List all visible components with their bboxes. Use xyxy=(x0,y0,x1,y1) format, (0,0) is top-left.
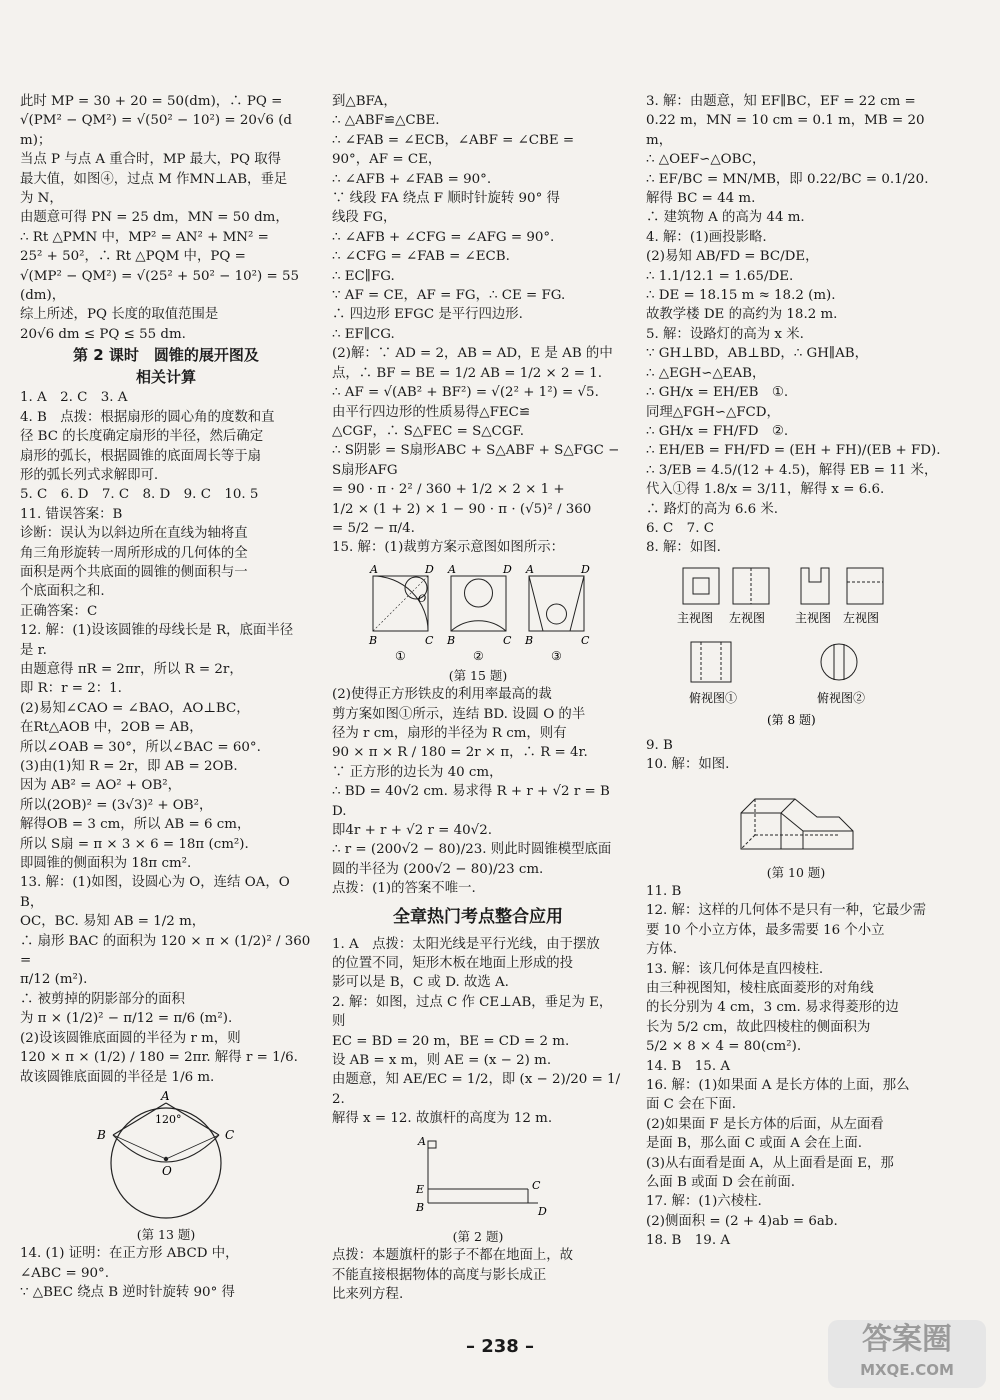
fig15-num-1: ① xyxy=(395,648,406,662)
lesson-heading-1: 第 2 课时 圆锥的展开图及 xyxy=(73,346,259,365)
text-line: 13. 解：该几何体是直四棱柱. xyxy=(646,961,824,977)
text-line: △CGF，∴ S△FEC = S△CGF. xyxy=(332,423,524,439)
text-line: 圆的半径为 (200√2 − 80)/23 cm. xyxy=(332,861,544,877)
lesson-heading-2: 相关计算 xyxy=(135,368,196,387)
text-line: ∵ AF = CE，AF = FG，∴ CE = FG. xyxy=(332,288,566,304)
fig13-label-angle: 120° xyxy=(155,1112,182,1126)
fig15-label-d2: D xyxy=(503,562,512,576)
text-line: 由题意，知 AE/EC = 1/2，即 (x − 2)/20 = 1/2. xyxy=(332,1072,621,1107)
text-line: ∴ EH/EB = FH/FD = (EH + FH)/(EB + FD). xyxy=(646,443,941,459)
text-line: 比来列方程. xyxy=(332,1286,404,1302)
text-line: π/12 (m²). xyxy=(20,972,88,988)
fig15-label-a2: A xyxy=(448,562,456,576)
text-line: ∠ABC = 90°. xyxy=(20,1265,109,1281)
text-line: ∴ 扇形 BAC 的面积为 120 × π × (1/2)² / 360 = xyxy=(20,933,315,969)
text-line: 12. 解：这样的几何体不是只有一种，它最少需 xyxy=(646,903,926,919)
text-line: 的位置不同，矩形木板在地面上形成的投 xyxy=(332,956,574,972)
text-line: ∴ DE = 18.15 m ≈ 18.2 (m). xyxy=(646,288,836,304)
text-line: 方体. xyxy=(646,942,678,958)
text-line: ∵ 线段 FA 绕点 F 顺时针旋转 90° 得 xyxy=(332,191,560,207)
fig2-label-e: E xyxy=(416,1182,425,1196)
col3-lines-a xyxy=(646,92,946,558)
watermark-title: 答案圈 xyxy=(862,1322,952,1357)
text-line: (2)设该圆锥底面圆的半径为 r m，则 xyxy=(20,1030,241,1046)
text-line: (2)易知 AB/FD = BC/DE， xyxy=(646,249,819,265)
text-line: √(PM² − QM²) = √(50² − 10²) = 20√6 (dm)； xyxy=(20,113,292,148)
text-line: ∴ GH/x = FH/FD ②. xyxy=(646,423,789,439)
text-line: (2)解：∵ AD = 2，AB = AD，E 是 AB 的中 xyxy=(332,346,613,362)
text-line: ∴ △OEF∽△OBC， xyxy=(646,152,766,168)
fig8-label-side-1: 左视图 xyxy=(729,610,766,625)
text-line: 面 C 会在下面. xyxy=(646,1097,736,1113)
text-line: ∴ ∠FAB = ∠ECB，∠ABF = ∠CBE = xyxy=(332,132,575,148)
text-line: ∴ Rt △PMN 中，MP² = AN² + MN² = xyxy=(20,229,269,245)
text-line: 解得OB = 3 cm，所以 AB = 6 cm， xyxy=(20,817,251,833)
fig15-label-a1: A xyxy=(370,562,378,576)
fig15-label-c1: C xyxy=(425,633,434,647)
text-line: 形的弧长列式求解即可. xyxy=(20,467,159,483)
watermark-logo xyxy=(828,1320,986,1388)
chapter-review-heading: 全章热门考点整合应用 xyxy=(393,906,563,927)
text-line: (2)易知∠CAO = ∠BAO，AO⊥BC， xyxy=(20,700,250,716)
text-line: ∵ △BEC 绕点 B 逆时针旋转 90° 得 xyxy=(20,1285,235,1301)
col2-lines-c xyxy=(332,935,624,1129)
text-line: ∴ AF = √(AB² + BF²) = √(2² + 1²) = √5. xyxy=(332,385,599,401)
fig8-label-front-2: 主视图 xyxy=(795,610,832,625)
text-line: ∴ ∠AFB + ∠CFG = ∠AFG = 90°. xyxy=(332,229,555,245)
text-line: 4. 解：(1)画投影略. xyxy=(646,229,767,245)
text-line: = 5/2 − π/4. xyxy=(332,520,415,536)
col2-lines-b xyxy=(332,685,624,898)
text-line: 此时 MP = 30 + 20 = 50(dm)，∴ PQ = xyxy=(20,94,283,109)
text-line: ∴ r = (200√2 − 80)/23. 则此时圆锥模型底面 xyxy=(332,842,612,858)
fig15-label-a3: A xyxy=(526,562,534,576)
text-line: 2. 解：如图，过点 C 作 CE⊥AB，垂足为 E，则 xyxy=(332,994,613,1030)
text-line: 因为 AB² = AO² + OB²， xyxy=(20,778,181,794)
fig2-label-a: A xyxy=(418,1134,426,1148)
fig13-label-o: O xyxy=(162,1163,172,1178)
watermark-site: MXQE.COM xyxy=(860,1361,954,1379)
text-line: 影可以是 B，C 或 D. 故选 A. xyxy=(332,975,509,991)
fig15-num-2: ② xyxy=(473,648,484,662)
text-line: 是 r. xyxy=(20,642,47,658)
fig15-label-c2: C xyxy=(503,633,512,647)
text-line: 3. 解：由题意，知 EF∥BC，EF = 22 cm = xyxy=(646,94,916,109)
text-line: 到△BFA， xyxy=(332,94,397,109)
text-line: 5. 解：设路灯的高为 x 米. xyxy=(646,326,804,342)
text-line: 5/2 × 8 × 4 = 80(cm²). xyxy=(646,1039,802,1055)
text-line: 要 10 个小立方体，最多需要 16 个小立 xyxy=(646,922,885,938)
text-line: 不能直接根据物体的高度与影长成正 xyxy=(332,1267,547,1283)
text-line: 由题意得 πR = 2πr，所以 R = 2r， xyxy=(20,661,243,677)
figure-13-caption: (第 13 题) xyxy=(136,1226,196,1242)
fig8-label-side-2: 左视图 xyxy=(843,610,880,625)
text-line: 设 AB = x m，则 AE = (x − 2) m. xyxy=(332,1053,552,1069)
figure-2-caption: (第 2 题) xyxy=(452,1228,504,1244)
text-line: 点，∴ BF = BE = 1/2 AB = 1/2 × 2 = 1. xyxy=(332,365,603,381)
text-line: EC = BD = 20 m，BE = CD = 2 m. xyxy=(332,1033,570,1049)
text-line: 20√6 dm ≤ PQ ≤ 55 dm. xyxy=(20,326,186,342)
text-line: 为 π × (1/2)² − π/12 = π/6 (m²). xyxy=(20,1011,233,1027)
text-line: 扇形的弧长，根据圆锥的底面周长等于扇 xyxy=(20,448,262,464)
text-line: OC，BC. 易知 AB = 1/2 m， xyxy=(20,914,206,930)
text-line: 即 R：r = 2：1. xyxy=(20,681,122,697)
fig2-label-c: C xyxy=(532,1178,541,1192)
figure-10-solid xyxy=(721,779,871,859)
fig15-label-b1: B xyxy=(369,633,378,647)
text-line: ∴ EF/BC = MN/MB，即 0.22/BC = 0.1/20. xyxy=(646,171,929,187)
text-line: ∴ 路灯的高为 6.6 米. xyxy=(646,501,779,517)
text-line: ∴ 被剪掉的阴影部分的面积 xyxy=(20,991,185,1007)
text-line: 14. (1) 证明：在正方形 ABCD 中， xyxy=(20,1246,239,1262)
text-line: 角三角形旋转一周所形成的几何体的全 xyxy=(20,545,248,561)
col2-lines-a xyxy=(332,92,624,558)
text-line: 个底面积之和. xyxy=(20,584,105,600)
text-line: 解得 x = 12. 故旗杆的高度为 12 m. xyxy=(332,1111,553,1127)
text-line: 面积是两个共底面的圆锥的侧面积与一 xyxy=(20,564,248,580)
fig13-label-c: C xyxy=(225,1127,235,1142)
col1-lines-c xyxy=(20,1244,312,1302)
text-line: 正确答案：C xyxy=(20,603,98,619)
text-line: 同理△FGH∽△FCD， xyxy=(646,404,780,420)
text-line: 由题意可得 PN = 25 dm，MN = 50 dm， xyxy=(20,210,289,226)
text-line: 径为 r cm，扇形的半径为 R cm，则有 xyxy=(332,725,567,741)
text-line: 当点 P 与点 A 重合时，MP 最大，PQ 取得 xyxy=(20,152,282,168)
text-line: 长为 5/2 cm，故此四棱柱的侧面积为 xyxy=(646,1019,871,1035)
column-right xyxy=(646,92,946,1251)
text-line: 5. C 6. D 7. C 8. D 9. C 10. 5 xyxy=(20,487,259,503)
text-line: 最大值，如图④，过点 M 作MN⊥AB，垂足 xyxy=(20,171,288,187)
figure-2-flagpole xyxy=(398,1133,558,1223)
text-line: 故该圆锥底面圆的半径是 1/6 m. xyxy=(20,1069,215,1085)
text-line: 8. 解：如图. xyxy=(646,540,721,556)
fig8-label-top-1: 俯视图① xyxy=(689,690,738,705)
text-line: 由三种视图知，棱柱底面菱形的对角线 xyxy=(646,981,874,996)
text-line: 17. 解：(1)六棱柱. xyxy=(646,1194,762,1210)
text-line: ∴ 3/EB = 4.5/(12 + 4.5)，解得 EB = 11 米， xyxy=(646,462,938,478)
fig15-label-o1: O xyxy=(418,593,427,605)
text-line: 故教学楼 DE 的高约为 18.2 m. xyxy=(646,307,838,323)
text-line: (2)如果面 F 是长方体的后面，从左面看 xyxy=(646,1116,884,1132)
text-line: 25² + 50²，∴ Rt △PQM 中，PQ = xyxy=(20,249,246,265)
fig8-label-front-1: 主视图 xyxy=(677,610,714,625)
text-line: 线段 FG， xyxy=(332,210,397,226)
text-line: ∴ EF∥CG. xyxy=(332,326,395,342)
fig2-label-d: D xyxy=(538,1204,547,1218)
text-line: 由平行四边形的性质易得△FEC≌ xyxy=(332,404,531,420)
text-line: 14. B 15. A xyxy=(646,1058,731,1074)
text-line: ∴ 四边形 EFGC 是平行四边形. xyxy=(332,307,523,323)
col1-lines-b xyxy=(20,388,315,1087)
text-line: ∵ 正方形的边长为 40 cm， xyxy=(332,764,503,780)
text-line: 为 N， xyxy=(20,191,63,207)
page-number: – 238 – xyxy=(465,1336,535,1357)
figure-15-caption: (第 15 题) xyxy=(448,667,508,683)
text-line: 点拨：(1)的答案不唯一. xyxy=(332,881,476,897)
text-line: 是面 B，那么面 C 或面 A 会在上面. xyxy=(646,1136,862,1152)
text-line: √(MP² − QM²) = √(25² + 50² − 10²) = 55(dm)， xyxy=(20,268,300,304)
text-line: 所以∠OAB = 30°，所以∠BAC = 60°. xyxy=(20,739,261,755)
text-line: 点拨：本题旗杆的影子不都在地面上，故 xyxy=(332,1248,574,1264)
text-line: 120 × π × (1/2) / 180 = 2πr. 解得 r = 1/6. xyxy=(20,1050,298,1066)
text-line: ∴ EC∥FG. xyxy=(332,268,395,284)
text-line: (2)使得正方形铁皮的利用率最高的裁 xyxy=(332,687,552,703)
text-line: 0.22 m，MN = 10 cm = 0.1 m，MB = 20 m， xyxy=(646,113,929,148)
text-line: 么面 B 或面 D 会在前面. xyxy=(646,1175,795,1191)
text-line: 诊断：误认为以斜边所在直线为轴将直 xyxy=(20,526,248,542)
text-line: 所以 S扇 = π × 3 × 6 = 18π (cm²). xyxy=(20,836,249,852)
fig13-label-b: B xyxy=(97,1127,106,1142)
text-line: 1/2 × (1 + 2) × 1 − 90 · π · (√5)² / 360 xyxy=(332,501,592,517)
text-line: ∴ GH/x = EH/EB ①. xyxy=(646,385,789,401)
text-line: (2)侧面积 = (2 + 4)ab = 6ab. xyxy=(646,1213,838,1229)
text-line: 90 × π × R / 180 = 2r × π，∴ R = 4r. xyxy=(332,745,588,761)
text-line: 剪方案如图①所示，连结 BD. 设圆 O 的半 xyxy=(332,706,586,722)
fig15-label-d3: D xyxy=(581,562,590,576)
text-line: 9. B xyxy=(646,737,673,753)
fig8-label-top-2: 俯视图② xyxy=(817,690,866,705)
text-line: 16. 解：(1)如果面 A 是长方体的上面，那么 xyxy=(646,1078,910,1094)
text-line: 18. B 19. A xyxy=(646,1233,731,1249)
fig15-label-d1: D xyxy=(425,562,434,576)
text-line: 4. B 点拨：根据扇形的圆心角的度数和直 xyxy=(20,409,275,425)
text-line: 13. 解：(1)如图，设圆心为 O，连结 OA，OB， xyxy=(20,875,290,910)
text-line: 11. 错误答案：B xyxy=(20,506,123,522)
text-line: 所以(2OB)² = (3√3)² + OB²， xyxy=(20,797,213,813)
fig8-caption: (第 8 题) xyxy=(767,712,816,727)
text-line: 1. A 2. C 3. A xyxy=(20,390,128,406)
text-line: ∴ △ABF≌△CBE. xyxy=(332,113,440,129)
figure-10-caption: (第 10 题) xyxy=(766,864,826,880)
text-line: ∴ 1.1/12.1 = 1.65/DE. xyxy=(646,268,794,284)
fig15-label-b2: B xyxy=(447,633,456,647)
figure-15-cutting-plans xyxy=(363,562,593,662)
text-line: ∴ BD = 40√2 cm. 易求得 R + r + √2 r = BD. xyxy=(332,784,610,819)
text-line: 90°，AF = CE， xyxy=(332,152,442,168)
fig15-num-3: ③ xyxy=(551,648,562,662)
text-line: = 90 · π · 2² / 360 + 1/2 × 2 × 1 + xyxy=(332,482,565,498)
text-line: 径 BC 的长度确定扇形的半径，然后确定 xyxy=(20,429,264,445)
figure-8-three-views xyxy=(671,562,921,732)
text-line: ∵ GH⊥BD，AB⊥BD，∴ GH∥AB， xyxy=(646,346,869,362)
fig15-label-c3: C xyxy=(581,633,590,647)
fig2-label-b: B xyxy=(416,1200,425,1214)
col1-lines-a xyxy=(20,92,312,344)
text-line: 在Rt△AOB 中，2OB = AB， xyxy=(20,720,203,736)
col3-lines-b xyxy=(646,736,946,775)
column-middle xyxy=(332,92,624,1304)
figure-13-circle xyxy=(91,1091,241,1221)
text-line: 解得 BC = 44 m. xyxy=(646,191,756,207)
text-line: 12. 解：(1)设该圆锥的母线长是 R，底面半径 xyxy=(20,623,294,639)
text-line: 的长分别为 4 cm，3 cm. 易求得菱形的边 xyxy=(646,1000,899,1016)
text-line: 11. B xyxy=(646,883,682,899)
text-line: ∴ ∠CFG = ∠FAB = ∠ECB. xyxy=(332,249,510,265)
column-left xyxy=(20,92,315,1303)
text-line: 15. 解：(1)裁剪方案示意图如图所示： xyxy=(332,540,564,556)
text-line: ∴ 建筑物 A 的高为 44 m. xyxy=(646,210,805,226)
text-line: (3)由(1)知 R = 2r，即 AB = 2OB. xyxy=(20,759,238,774)
text-line: 即4r + r + √2 r = 40√2. xyxy=(332,823,492,838)
text-line: (3)从右面看是面 A，从上面看是面 E，那 xyxy=(646,1155,894,1171)
fig13-label-a: A xyxy=(161,1090,170,1103)
col3-lines-c xyxy=(646,882,946,1251)
text-line: 6. C 7. C xyxy=(646,520,714,536)
text-line: ∴ △EGH∽△EAB， xyxy=(646,365,766,381)
text-line: 10. 解：如图. xyxy=(646,757,730,773)
text-line: 综上所述，PQ 长度的取值范围是 xyxy=(20,307,219,323)
text-line: 即圆锥的侧面积为 18π cm². xyxy=(20,856,192,872)
text-line: 代入①得 1.8/x = 3/11，解得 x = 6.6. xyxy=(646,482,885,498)
text-line: ∴ S阴影 = S扇形ABC + S△ABF + S△FGC − S扇形AFG xyxy=(332,443,624,478)
fig15-label-b3: B xyxy=(525,633,534,647)
text-line: ∴ ∠AFB + ∠FAB = 90°. xyxy=(332,171,492,187)
text-line: 1. A 点拨：太阳光线是平行光线，由于摆放 xyxy=(332,936,600,952)
col2-lines-d xyxy=(332,1246,624,1304)
